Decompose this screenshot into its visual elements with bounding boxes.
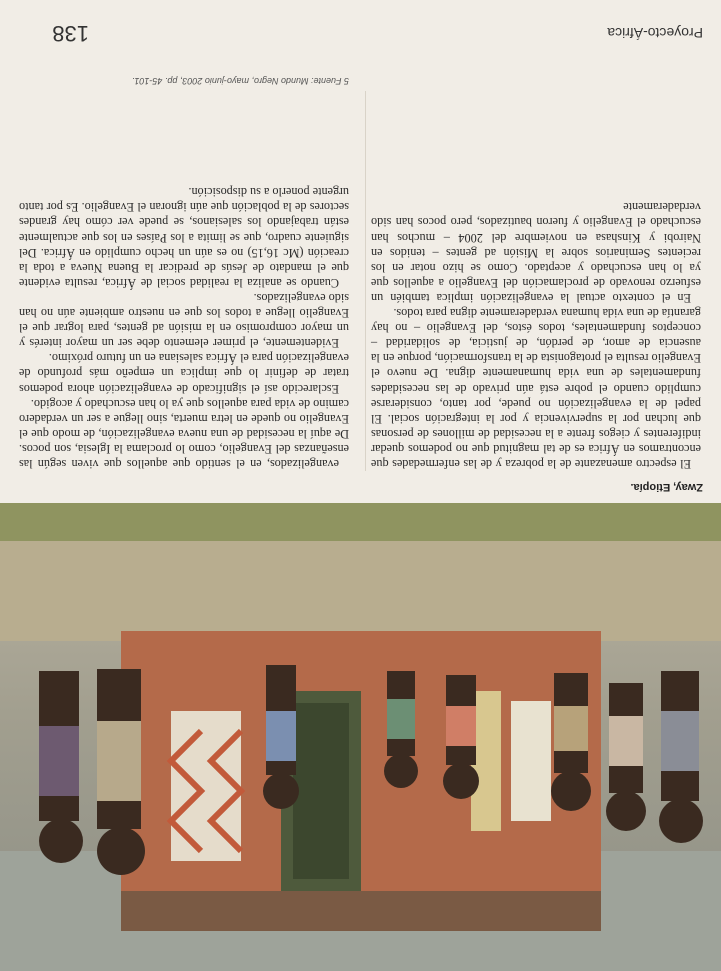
photo-children-painted-house (0, 503, 721, 971)
paragraph: Esclarecido así el significado de evangelización ahora podemos tratar de definir lo que implica un empeño más profundo de evangelización para el África salesiana en un futuro próximo. (19, 351, 349, 396)
paragraph: Evidentemente, el primer elemento debe ser un mayor interés y un mayor compromiso en la misión ad gentes, para lograr que el Evangelio llegue a todos los que en nuestro ambiente aún no han sido evangelizados. (19, 290, 349, 351)
page-number: 138 (52, 21, 89, 46)
running-head: Proyecto-África (607, 25, 703, 41)
paragraph: El espectro amenazante de la pobreza y de las enfermedades que encontramos en África es de tal magnitud que no podemos quedar indiferentes y ciegos frente a la necesidad de millones de personas que luchan por la supervivencia y por la integración social. El papel de la evangelización no puede, por tanto, considerarse cumplido cuando el pobre está aún privado de las necesidades fundamentales de una vida humanamente digna. De nuevo el Evangelio resulta el protagonista de la transformación, porque en la ausencia de amor, de perdón, de justicia, de solidaridad – conceptos fundamentales, todos éstos, del Evangelio – no hay garantía de una vida humana verdaderamente digna para todos. (371, 306, 701, 471)
photo-caption: Zway, Etiopía. (630, 481, 703, 493)
footnote: 5 Fuente: Mundo Negro, mayo-junio 2003, pp. 45-101. (131, 76, 349, 86)
paragraph: Cuando se analiza la realidad social de África, resulta evidente que el mandato de Jesús de predicar la Buena Nueva a toda la creación (Mc 16,15) no es aún un hecho cumplido en África. Del siguiente cuadro, que se limita a los Países en los que actualmente están trabajando los salesianos, se puede ver cómo hay grandes sectores de la población que aún ignoran el Evangelio. Es por tanto urgente ponerlo a su disposición. (19, 185, 349, 290)
paragraph: En el contexto actual la evangelización implica también un esfuerzo renovado de proclamación del Evangelio a aquellos que ya lo han escuchado y aceptado. Como se hizo notar en los recientes Seminarios sobre la Misión ad gentes – tenidos en Nairobi y Kinshasa en noviembre del 2004 – muchos han escuchado el Evangelio y fueron bautizados, pero pocos han sido verdaderamente (371, 200, 701, 305)
text-column-right (19, 184, 349, 471)
text-column-left (371, 199, 701, 471)
column-divider (365, 91, 366, 471)
photo-illustration (0, 503, 721, 971)
paragraph: evangelizados, en el sentido que aquellos que viven según las enseñanzas del Evangelio, como lo proclama la Iglesia, son pocos. De aquí la necesidad de una nueva evangelización, de modo que el Evangelio no quede en letra muerta, sino llegue a ser un verdadero camino de vida para aquellos que ya lo han escuchado y acogido. (19, 396, 349, 471)
